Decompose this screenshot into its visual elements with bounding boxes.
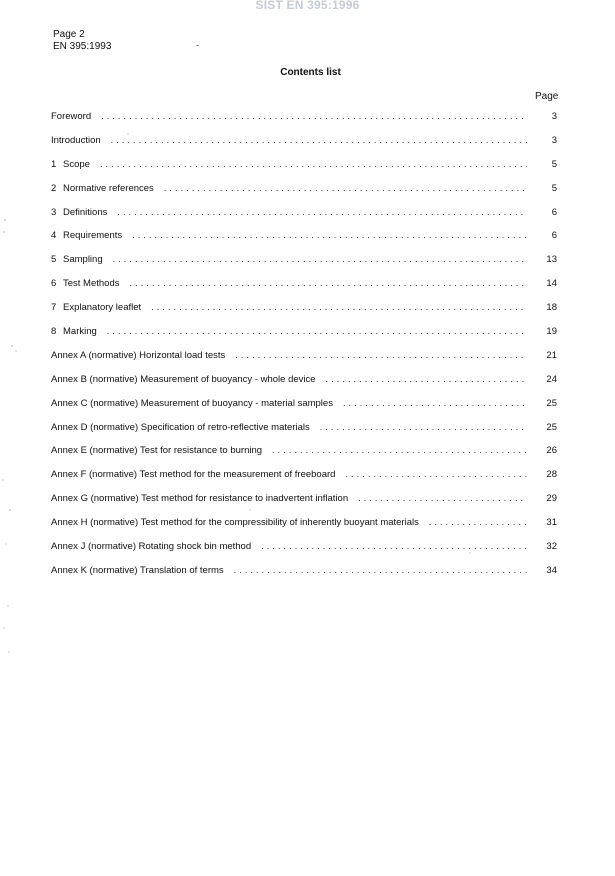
toc-entry-page: 29 <box>546 493 557 505</box>
toc-entry-page: 31 <box>546 517 557 529</box>
toc-entry-title: Foreword <box>51 111 92 122</box>
toc-entry-title: Scope <box>63 158 90 170</box>
scan-speck <box>9 509 10 510</box>
toc-entry-number: 3 <box>51 206 57 218</box>
toc-entry-page: 6 <box>551 206 557 218</box>
toc-entry-title: Explanatory leaflet <box>63 302 142 314</box>
toc-entry-title: Test Methods <box>63 278 120 290</box>
toc-entry-number: 1 <box>51 158 57 170</box>
toc-entry-number: 8 <box>51 326 57 338</box>
toc-entry-title: Annex E (normative) Test for resistance to burning <box>51 445 263 457</box>
scan-speck <box>11 345 12 346</box>
toc-entry-title: Definitions <box>63 206 108 218</box>
watermark: SIST EN 395:1996 <box>255 0 360 12</box>
page-title: Contents list <box>280 67 341 78</box>
scan-speck <box>3 627 4 628</box>
toc-entry-title: Marking <box>63 326 97 338</box>
toc-entry-title: Annex A (normative) Horizontal load tests <box>51 349 226 361</box>
toc-entry-number: 6 <box>51 278 57 290</box>
toc-entry-page: 3 <box>551 111 557 122</box>
scan-speck <box>8 651 9 652</box>
toc-entry-title: Sampling <box>63 254 103 266</box>
toc-entry-page: 34 <box>546 564 557 576</box>
toc-entry-page: 18 <box>546 302 557 314</box>
toc-entry-page: 5 <box>551 158 557 170</box>
toc-entry-title: Introduction <box>51 134 101 146</box>
toc-entry-page: 32 <box>546 541 557 553</box>
toc-entry-page: 3 <box>551 134 557 146</box>
toc-entry-page: 24 <box>546 373 557 385</box>
toc-entry-page: 25 <box>546 397 557 409</box>
toc-entry-number: 4 <box>51 230 57 242</box>
toc-entry-title: Annex J (normative) Rotating shock bin method <box>51 541 252 553</box>
scan-speck <box>469 552 470 553</box>
toc-entry-page: 25 <box>546 421 557 433</box>
page-column-label: Page <box>535 91 559 102</box>
toc-entry-page: 5 <box>551 182 557 194</box>
scan-speck <box>2 479 3 480</box>
toc-entry-page: 26 <box>546 445 557 457</box>
toc-entry-page: 13 <box>546 254 557 266</box>
toc-entry-title: Annex B (normative) Measurement of buoyancy - whole device <box>51 373 316 385</box>
toc-entry-title: Requirements <box>63 230 123 242</box>
header-dash: - <box>196 40 199 50</box>
toc-entry-page: 28 <box>546 469 557 481</box>
toc-entry-title: Annex H (normative) Test method for the compressibility of inherently buoyant materials <box>51 517 419 529</box>
toc-entry-page: 19 <box>546 326 557 338</box>
toc-entry-page: 6 <box>551 230 557 242</box>
page-number-label: Page 2 <box>53 29 85 40</box>
toc-entry-number: 7 <box>51 302 57 314</box>
toc-entry-title: Annex F (normative) Test method for the measurement of freeboard <box>51 469 336 481</box>
toc-entry-title: Annex K (normative) Translation of terms <box>51 564 224 576</box>
scan-speck <box>7 605 8 606</box>
toc-entry-title: Annex G (normative) Test method for resistance to inadvertent inflation <box>51 493 349 505</box>
toc-entry-title: Annex D (normative) Specification of retro-reflective materials <box>51 421 310 433</box>
toc-entry-number: 2 <box>51 182 57 194</box>
scan-speck <box>3 231 4 232</box>
scan-speck <box>249 509 250 510</box>
scan-speck <box>15 350 16 351</box>
toc-entry-page: 14 <box>546 278 557 290</box>
scan-speck <box>4 219 5 220</box>
toc-entry-title: Annex C (normative) Measurement of buoyancy - material samples <box>51 397 333 409</box>
standard-identifier: EN 395:1993 <box>53 41 112 52</box>
scan-speck <box>127 133 128 134</box>
toc-entry-page: 21 <box>546 349 557 361</box>
scan-speck <box>5 543 6 544</box>
toc-entry-title: Normative references <box>63 182 154 194</box>
toc-entry-number: 5 <box>51 254 57 266</box>
